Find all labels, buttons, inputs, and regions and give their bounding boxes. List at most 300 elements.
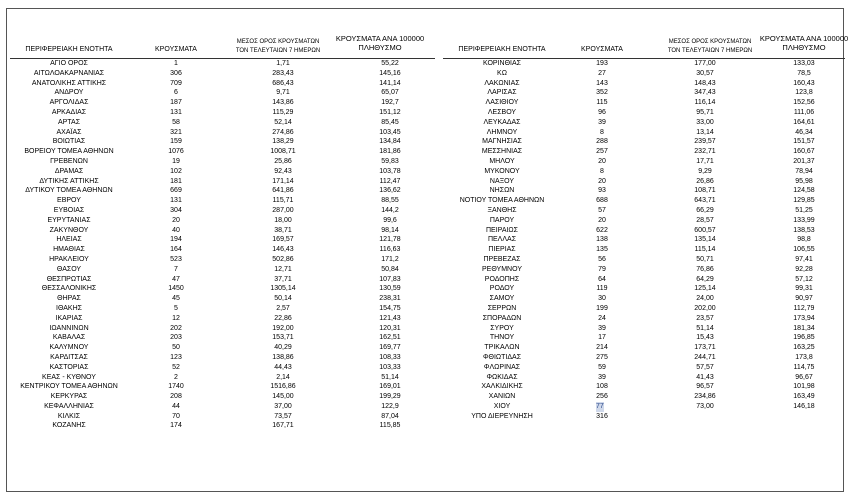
cell-avg7: 643,71 (694, 197, 716, 205)
cell-region: ΠΕΙΡΑΙΩΣ (486, 226, 518, 234)
table-row (10, 245, 435, 255)
cell-cases: 304 (170, 206, 182, 214)
table-row (10, 186, 435, 196)
cell-avg7: 167,71 (272, 422, 294, 430)
cell-per100k: 160,67 (793, 148, 815, 156)
cell-per100k: 173,8 (795, 353, 813, 361)
cell-region: ΖΑΚΥΝΘΟΥ (49, 226, 89, 234)
table-row (443, 157, 845, 167)
cell-avg7: 145,00 (272, 393, 294, 401)
cell-per100k: 121,43 (379, 314, 401, 322)
cell-region: ΤΡΙΚΑΛΩΝ (484, 344, 520, 352)
cell-region: ΑΝΑΤΟΛΙΚΗΣ ΑΤΤΙΚΗΣ (31, 79, 107, 87)
cell-cases: 138 (596, 236, 608, 244)
cell-per100k: 112,47 (379, 177, 401, 185)
cell-avg7: 12,71 (274, 265, 292, 273)
header-per100k-right-line2: ΠΛΗΘΥΣΜΟ (782, 43, 826, 52)
cell-avg7: 169,57 (272, 236, 294, 244)
cell-avg7: 50,71 (696, 255, 714, 263)
table-row (10, 226, 435, 236)
cell-cases: 1076 (168, 148, 184, 156)
table-row (443, 147, 845, 157)
table-row (10, 69, 435, 79)
table-row (10, 284, 435, 294)
table-row (443, 79, 845, 89)
cell-per100k: 173,94 (793, 314, 815, 322)
cell-per100k: 101,98 (793, 383, 815, 391)
cell-cases: 1 (174, 60, 178, 67)
left-table (10, 59, 435, 431)
cell-per100k: 99,31 (795, 285, 813, 293)
cell-cases: 622 (596, 226, 608, 234)
table-row (10, 167, 435, 177)
cell-region: ΒΟΡΕΙΟΥ ΤΟΜΕΑ ΑΘΗΝΩΝ (24, 148, 114, 156)
table-row (10, 373, 435, 383)
header-region-right: ΠΕΡΙΦΕΡΕΙΑΚΗ ΕΝΟΤΗΤΑ (458, 46, 546, 53)
cell-cases: 56 (598, 255, 606, 263)
cell-cases: 20 (172, 216, 180, 224)
cell-cases: 102 (170, 167, 182, 175)
cell-cases: 20 (598, 177, 606, 185)
cell-per100k: 120,31 (379, 324, 401, 332)
cell-cases: 194 (170, 236, 182, 244)
cell-avg7: 1516,86 (270, 383, 296, 391)
table-row (443, 226, 845, 236)
cell-avg7: 37,71 (274, 275, 292, 283)
table-row (443, 108, 845, 118)
table-row (10, 108, 435, 118)
cell-region: ΘΑΣΟΥ (56, 265, 82, 273)
table-row (443, 137, 845, 147)
cell-per100k: 103,78 (379, 167, 401, 175)
cell-per100k: 65,07 (381, 89, 399, 97)
cell-per100k: 238,31 (379, 295, 401, 303)
cell-avg7: 25,86 (274, 157, 292, 165)
cell-region: ΑΧΑΪΑΣ (56, 128, 82, 136)
cell-region: ΛΑΡΙΣΑΣ (487, 89, 517, 97)
cell-region: ΕΥΡΥΤΑΝΙΑΣ (47, 216, 91, 224)
table-row (443, 235, 845, 245)
cell-region: ΚΕΦΑΛΛΗΝΙΑΣ (44, 402, 94, 410)
cell-per100k: 138,53 (793, 226, 815, 234)
cell-cases: 316 (596, 412, 608, 420)
cell-per100k: 151,12 (379, 108, 401, 116)
cell-region: ΒΟΙΩΤΙΑΣ (52, 138, 86, 146)
cell-avg7: 115,14 (694, 246, 716, 254)
table-row (443, 353, 845, 363)
cell-region: ΚΟΡΙΝΘΙΑΣ (483, 60, 521, 67)
cell-avg7: 38,71 (274, 226, 292, 234)
table-row (10, 363, 435, 373)
cell-per100k: 196,85 (793, 334, 815, 342)
cell-cases: 275 (596, 353, 608, 361)
table-row (10, 333, 435, 343)
table-row (443, 128, 845, 138)
cell-region: ΚΑΣΤΟΡΙΑΣ (49, 363, 89, 371)
cell-cases: 1740 (168, 383, 184, 391)
cell-avg7: 51,14 (696, 324, 714, 332)
table-row (10, 353, 435, 363)
table-row (443, 245, 845, 255)
cell-cases: 199 (596, 304, 608, 312)
cell-avg7: 143,86 (272, 99, 294, 107)
cell-avg7: 138,86 (272, 353, 294, 361)
cell-per100k: 124,58 (793, 187, 815, 195)
cell-per100k: 51,25 (795, 206, 813, 214)
cell-cases: 27 (598, 69, 606, 77)
cell-per100k: 134,84 (379, 138, 401, 146)
header-avg7-left (218, 38, 338, 56)
cell-avg7: 95,71 (696, 108, 714, 116)
table-row (443, 59, 845, 69)
cell-region: ΓΡΕΒΕΝΩΝ (50, 157, 88, 165)
cell-cases: 39 (598, 324, 606, 332)
table-row (443, 343, 845, 353)
cell-region: ΚΕΡΚΥΡΑΣ (50, 393, 88, 401)
cell-avg7: 347,43 (694, 89, 716, 97)
cell-avg7: 30,57 (696, 69, 714, 77)
cell-cases: 45 (172, 295, 180, 303)
cell-avg7: 1008,71 (270, 148, 296, 156)
header-per100k-left-line1: ΚΡΟΥΣΜΑΤΑ ΑΝΑ 100000 (335, 34, 425, 43)
header-avg7-left-line1: ΜΕΣΟΣ ΟΡΟΣ ΚΡΟΥΣΜΑΤΩΝ (236, 39, 320, 45)
cell-per100k: 115,85 (379, 422, 401, 430)
cell-cases: 108 (596, 383, 608, 391)
cell-avg7: 2,57 (276, 304, 290, 312)
table-row (443, 177, 845, 187)
cell-per100k: 92,28 (795, 265, 813, 273)
cell-avg7: 283,43 (272, 69, 294, 77)
cell-per100k: 160,43 (793, 79, 815, 87)
cell-avg7: 57,57 (696, 363, 714, 371)
table-row (443, 186, 845, 196)
cell-cases: 143 (596, 79, 608, 87)
table-row (443, 275, 845, 285)
table-row (10, 255, 435, 265)
header-cases-right: ΚΡΟΥΣΜΑΤΑ (581, 46, 623, 53)
cell-avg7: 9,29 (698, 167, 712, 175)
header-avg7-right-line1: ΜΕΣΟΣ ΟΡΟΣ ΚΡΟΥΣΜΑΤΩΝ (668, 39, 752, 45)
cell-avg7: 37,00 (274, 402, 292, 410)
cell-per100k: 130,59 (379, 285, 401, 293)
cell-cases: 321 (170, 128, 182, 136)
cell-avg7: 15,43 (696, 334, 714, 342)
cell-avg7: 274,86 (272, 128, 294, 136)
cell-cases: 40 (172, 226, 180, 234)
table-row (10, 343, 435, 353)
cell-per100k: 57,12 (795, 275, 813, 283)
cell-avg7: 24,00 (696, 295, 714, 303)
cell-avg7: 115,29 (272, 108, 294, 116)
table-row (10, 206, 435, 216)
cell-cases: 19 (172, 157, 180, 165)
cell-avg7: 148,43 (694, 79, 716, 87)
right-table (443, 59, 845, 421)
cell-region: ΠΡΕΒΕΖΑΣ (483, 255, 521, 263)
cell-cases: 131 (170, 108, 182, 116)
cell-cases: 208 (170, 393, 182, 401)
cell-per100k: 98,8 (797, 236, 811, 244)
cell-avg7: 73,00 (696, 402, 714, 410)
cell-avg7: 33,00 (696, 118, 714, 126)
cell-per100k: 192,7 (381, 99, 399, 107)
cell-avg7: 641,86 (272, 187, 294, 195)
table-row (443, 167, 845, 177)
cell-per100k: 181,86 (379, 148, 401, 156)
cell-cases: 6 (174, 89, 178, 97)
cell-cases: 181 (170, 177, 182, 185)
cell-cases: 306 (170, 69, 182, 77)
cell-avg7: 138,29 (272, 138, 294, 146)
cell-avg7: 52,14 (274, 118, 292, 126)
cell-cases: 523 (170, 255, 182, 263)
cell-region: ΧΑΛΚΙΔΙΚΗΣ (481, 383, 523, 391)
cell-region: ΜΗΛΟΥ (489, 157, 515, 165)
cell-avg7: 153,71 (272, 334, 294, 342)
cell-avg7: 135,14 (694, 236, 716, 244)
cell-region: ΧΙΟΥ (493, 402, 511, 410)
cell-cases: 8 (600, 167, 604, 175)
cell-region: ΝΟΤΙΟΥ ΤΟΜΕΑ ΑΘΗΝΩΝ (459, 197, 545, 205)
cell-region: ΣΑΜΟΥ (489, 295, 515, 303)
cell-region: ΑΓΙΟ ΟΡΟΣ (50, 60, 88, 67)
cell-region: ΕΥΒΟΙΑΣ (53, 206, 85, 214)
cell-region: ΦΛΩΡΙΝΑΣ (483, 363, 521, 371)
cell-avg7: 232,71 (694, 148, 716, 156)
table-row (10, 216, 435, 226)
cell-per100k: 107,83 (379, 275, 401, 283)
table-row (443, 304, 845, 314)
cell-per100k: 201,37 (793, 157, 815, 165)
cell-cases: 20 (598, 157, 606, 165)
cell-region: ΛΗΜΝΟΥ (486, 128, 518, 136)
table-row (10, 275, 435, 285)
cell-cases: 709 (170, 79, 182, 87)
cell-avg7: 177,00 (694, 60, 716, 67)
cell-cases: 77 (596, 402, 604, 410)
cell-per100k: 78,94 (795, 167, 813, 175)
header-per100k-left (330, 34, 430, 52)
table-row (443, 98, 845, 108)
cell-avg7: 287,00 (272, 206, 294, 214)
cell-cases: 96 (598, 108, 606, 116)
cell-cases: 688 (596, 197, 608, 205)
cell-avg7: 115,71 (272, 197, 294, 205)
header-avg7-right (650, 38, 770, 56)
cell-per100k: 85,45 (381, 118, 399, 126)
cell-region: ΘΕΣΠΡΩΤΙΑΣ (46, 275, 92, 283)
cell-per100k: 50,84 (381, 265, 399, 273)
cell-region: ΚΑΛΥΜΝΟΥ (49, 344, 89, 352)
cell-region: ΔΡΑΜΑΣ (54, 167, 84, 175)
cell-cases: 64 (598, 275, 606, 283)
cell-cases: 187 (170, 99, 182, 107)
cell-per100k: 141,14 (379, 79, 401, 87)
cell-avg7: 202,00 (694, 304, 716, 312)
cell-cases: 352 (596, 89, 608, 97)
cell-cases: 58 (172, 118, 180, 126)
cell-avg7: 244,71 (694, 353, 716, 361)
table-row (443, 382, 845, 392)
cell-per100k: 152,56 (793, 99, 815, 107)
cell-per100k: 162,51 (379, 334, 401, 342)
table-row (10, 98, 435, 108)
header-per100k-right (756, 34, 850, 52)
cell-cases: 24 (598, 314, 606, 322)
cell-region: ΡΕΘΥΜΝΟΥ (481, 265, 522, 273)
table-row (10, 137, 435, 147)
cell-avg7: 146,43 (272, 246, 294, 254)
cell-region: ΡΟΔΟΠΗΣ (484, 275, 520, 283)
cell-per100k: 103,45 (379, 128, 401, 136)
cell-per100k: 103,33 (379, 363, 401, 371)
cell-avg7: 23,57 (696, 314, 714, 322)
cell-cases: 57 (598, 206, 606, 214)
cell-cases: 174 (170, 422, 182, 430)
cell-per100k: 123,8 (795, 89, 813, 97)
cell-region: ΗΛΕΙΑΣ (56, 236, 82, 244)
cell-per100k: 78,5 (797, 69, 811, 77)
cell-per100k: 133,99 (793, 216, 815, 224)
cell-region: ΜΥΚΟΝΟΥ (484, 167, 520, 175)
cell-cases: 159 (170, 138, 182, 146)
cell-cases: 257 (596, 148, 608, 156)
cell-avg7: 1305,14 (270, 285, 296, 293)
cell-region: ΛΕΥΚΑΔΑΣ (483, 118, 521, 126)
cell-per100k: 151,57 (793, 138, 815, 146)
cell-region: ΥΠΟ ΔΙΕΡΕΥΝΗΣΗ (471, 412, 533, 420)
cell-per100k: 87,04 (381, 412, 399, 420)
table-row (10, 304, 435, 314)
cell-cases: 1450 (168, 285, 184, 293)
table-row (443, 294, 845, 304)
cell-avg7: 1,71 (276, 60, 290, 67)
table-row (10, 118, 435, 128)
cell-region: ΣΠΟΡΑΔΩΝ (482, 314, 522, 322)
cell-region: ΚΩ (497, 69, 507, 77)
cell-region: ΠΑΡΟΥ (489, 216, 515, 224)
table-row (10, 235, 435, 245)
cell-avg7: 66,29 (696, 206, 714, 214)
cell-region: ΕΒΡΟΥ (57, 197, 81, 205)
cell-per100k: 199,29 (379, 393, 401, 401)
table-row (10, 314, 435, 324)
cell-per100k: 181,34 (793, 324, 815, 332)
cell-region: ΧΑΝΙΩΝ (488, 393, 516, 401)
cell-avg7: 17,71 (696, 157, 714, 165)
cell-per100k: 97,41 (795, 255, 813, 263)
cell-cases: 135 (596, 246, 608, 254)
cell-cases: 39 (598, 118, 606, 126)
cell-per100k: 46,34 (795, 128, 813, 136)
cell-region: ΛΑΣΙΘΙΟΥ (485, 99, 519, 107)
cell-region: ΘΗΡΑΣ (57, 295, 81, 303)
cell-cases: 52 (172, 363, 180, 371)
cell-cases: 193 (596, 60, 608, 67)
cell-per100k: 116,63 (379, 246, 401, 254)
cell-region: ΛΕΣΒΟΥ (487, 108, 517, 116)
cell-per100k: 145,16 (379, 69, 401, 77)
table-row (10, 324, 435, 334)
cell-cases: 30 (598, 295, 606, 303)
cell-cases: 119 (596, 285, 608, 293)
table-row (10, 196, 435, 206)
cell-per100k: 95,98 (795, 177, 813, 185)
header-region-left: ΠΕΡΙΦΕΡΕΙΑΚΗ ΕΝΟΤΗΤΑ (25, 46, 113, 53)
cell-per100k: 108,33 (379, 353, 401, 361)
cell-avg7: 116,14 (694, 99, 716, 107)
cell-per100k: 106,55 (793, 246, 815, 254)
cell-region: ΠΙΕΡΙΑΣ (488, 246, 516, 254)
cell-avg7: 64,29 (696, 275, 714, 283)
table-row (10, 59, 435, 69)
cell-per100k: 96,67 (795, 373, 813, 381)
cell-cases: 93 (598, 187, 606, 195)
table-row (10, 412, 435, 422)
cell-avg7: 686,43 (272, 79, 294, 87)
cell-region: ΚΕΑΣ - ΚΥΘΝΟΥ (42, 373, 96, 381)
cell-avg7: 502,86 (272, 255, 294, 263)
cell-per100k: 163,25 (793, 344, 815, 352)
cell-per100k: 169,77 (379, 344, 401, 352)
cell-avg7: 41,43 (696, 373, 714, 381)
cell-region: ΚΑΒΑΛΑΣ (52, 334, 86, 342)
table-row (443, 392, 845, 402)
cell-per100k: 98,14 (381, 226, 399, 234)
cell-per100k: 163,49 (793, 393, 815, 401)
cell-avg7: 173,71 (694, 344, 716, 352)
table-row (10, 128, 435, 138)
cell-avg7: 28,57 (696, 216, 714, 224)
cell-per100k: 146,18 (793, 402, 815, 410)
cell-region: ΙΘΑΚΗΣ (56, 304, 82, 312)
cell-region: ΔΥΤΙΚΟΥ ΤΟΜΕΑ ΑΘΗΝΩΝ (25, 187, 113, 195)
cell-per100k: 169,01 (379, 383, 401, 391)
cell-per100k: 171,2 (381, 255, 399, 263)
table-row (443, 196, 845, 206)
cell-per100k: 136,62 (379, 187, 401, 195)
table-row (10, 147, 435, 157)
cell-avg7: 44,43 (274, 363, 292, 371)
cell-avg7: 192,00 (272, 324, 294, 332)
cell-per100k: 144,2 (381, 206, 399, 214)
cell-region: ΡΟΔΟΥ (489, 285, 515, 293)
header-per100k-right-line1: ΚΡΟΥΣΜΑΤΑ ΑΝΑ 100000 (759, 34, 849, 43)
cell-per100k: 122,9 (381, 402, 399, 410)
header-avg7-left-line2: ΤΟΝ ΤΕΛΕΥΤΑΙΩΝ 7 ΗΜΕΡΩΝ (235, 48, 321, 54)
cell-per100k: 121,78 (379, 236, 401, 244)
cell-region: ΦΘΙΩΤΙΔΑΣ (482, 353, 522, 361)
cell-cases: 17 (598, 334, 606, 342)
header-cases-left: ΚΡΟΥΣΜΑΤΑ (155, 46, 197, 53)
header-per100k-left-line2: ΠΛΗΘΥΣΜΟ (358, 43, 402, 52)
cell-avg7: 13,14 (696, 128, 714, 136)
table-row (10, 392, 435, 402)
cell-per100k: 111,06 (793, 108, 815, 116)
cell-region: ΞΑΝΘΗΣ (487, 206, 517, 214)
table-row (443, 216, 845, 226)
cell-region: ΜΑΓΝΗΣΙΑΣ (482, 138, 522, 146)
cell-cases: 44 (172, 402, 180, 410)
cell-per100k: 133,03 (793, 60, 815, 67)
cell-per100k: 112,79 (793, 304, 815, 312)
table-row (443, 69, 845, 79)
cell-region: ΑΙΤΩΛΟΑΚΑΡΝΑΝΙΑΣ (33, 69, 105, 77)
table-row (443, 412, 845, 422)
cell-cases: 203 (170, 334, 182, 342)
cell-avg7: 40,29 (274, 344, 292, 352)
cell-region: ΑΡΚΑΔΙΑΣ (51, 108, 87, 116)
